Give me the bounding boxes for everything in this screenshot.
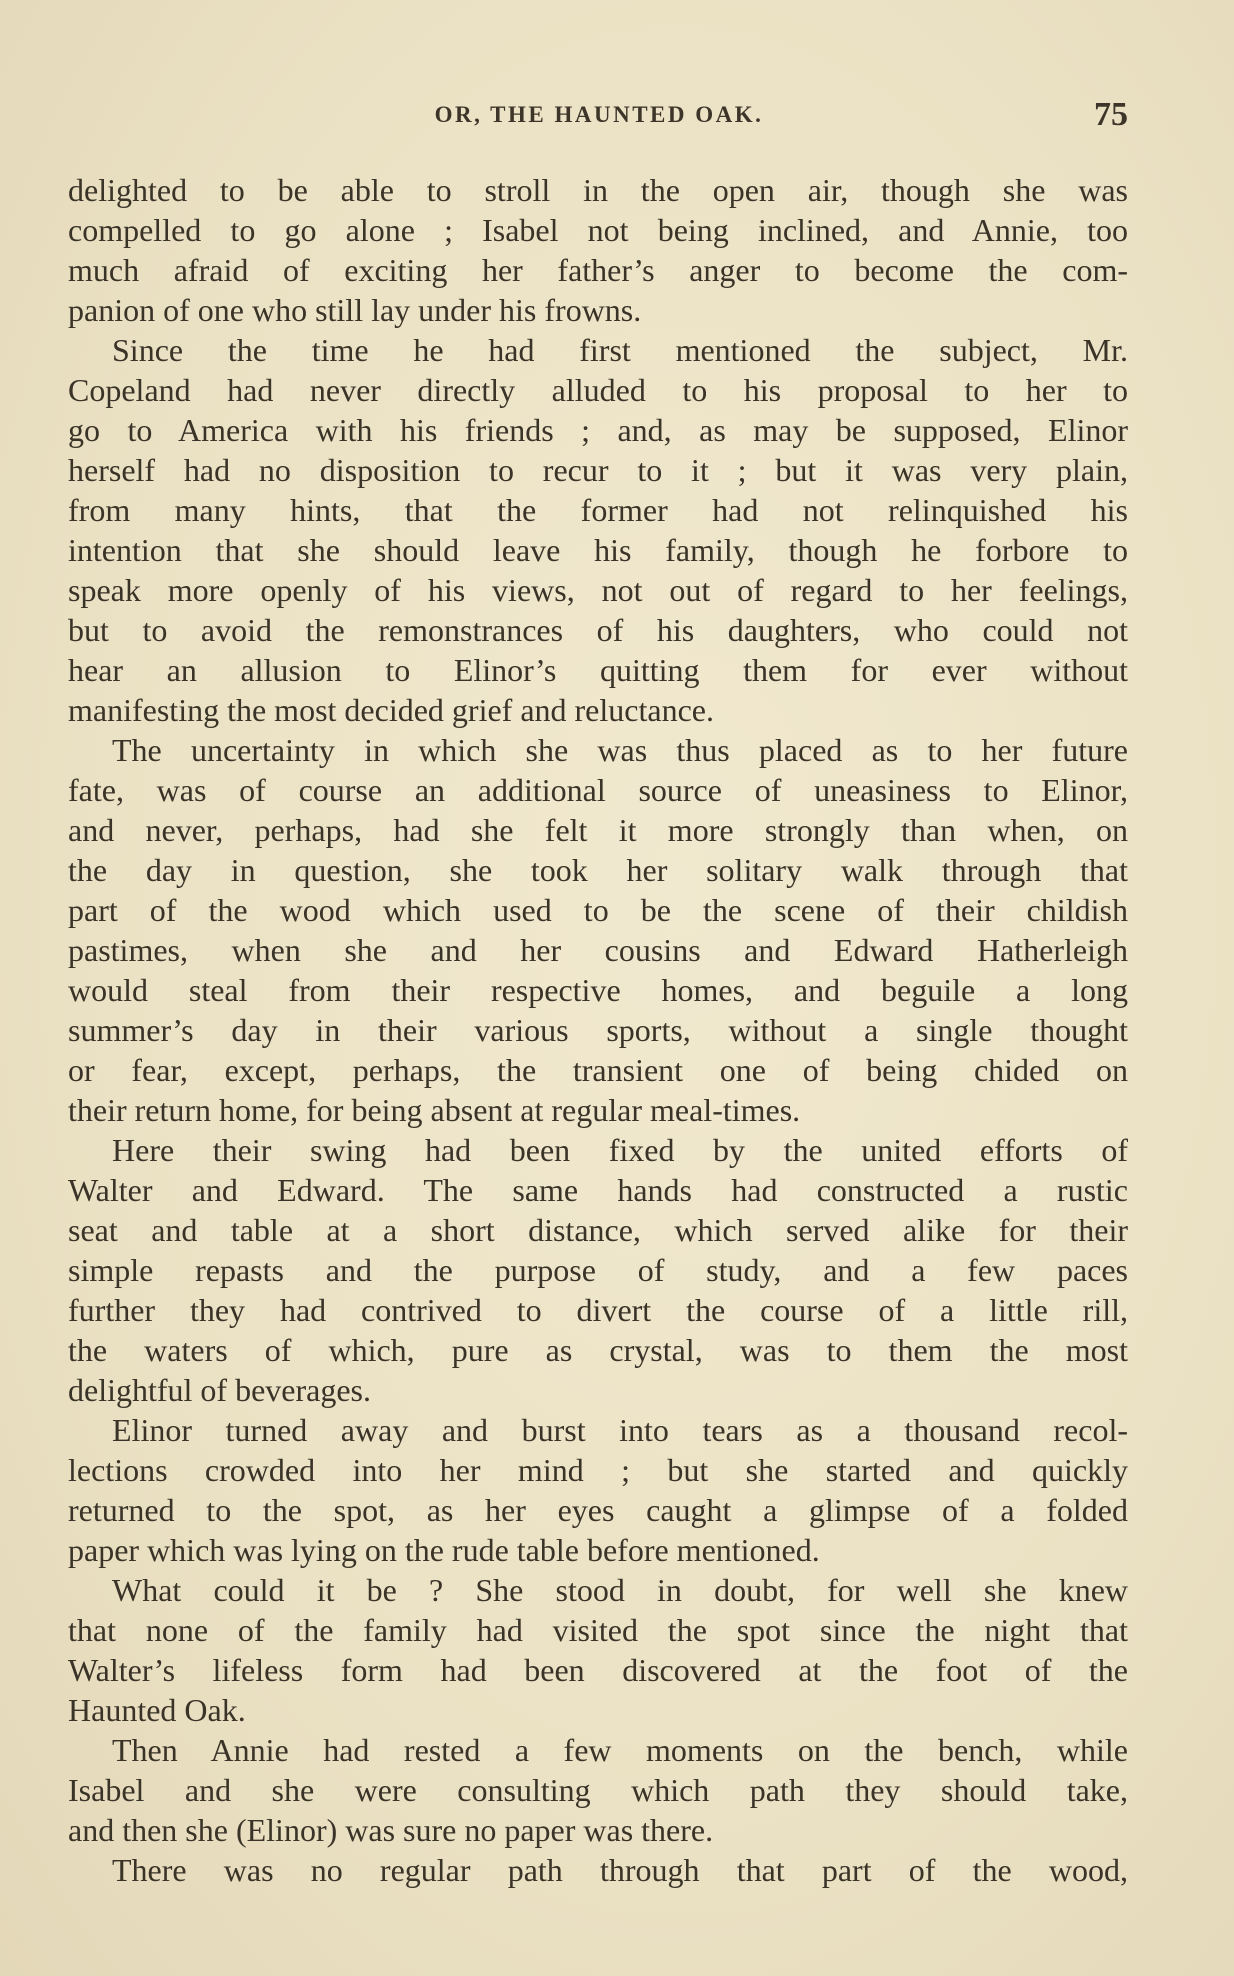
text-line: lections crowded into her mind ; but she started and quickly [68,1452,1128,1488]
text-line: Walter and Edward. The same hands had constructed a rustic [68,1172,1128,1208]
text-line: fate, was of course an additional source of uneasiness to Elinor, [68,772,1128,808]
text-line: Here their swing had been fixed by the united efforts of [112,1132,1128,1168]
text-line: much afraid of exciting her father’s anger to become the com- [68,252,1128,288]
text-line: Haunted Oak. [68,1692,246,1728]
text-line: hear an allusion to Elinor’s quitting them for ever without [68,652,1128,688]
text-line: part of the wood which used to be the scene of their childish [68,892,1128,928]
text-line: herself had no disposition to recur to it ; but it was very plain, [68,452,1128,488]
text-line: from many hints, that the former had not relinquished his [68,492,1128,528]
text-line: The uncertainty in which she was thus placed as to her future [112,732,1128,768]
text-line: returned to the spot, as her eyes caught a glimpse of a folded [68,1492,1128,1528]
text-line: Copeland had never directly alluded to his proposal to her to [68,372,1128,408]
text-line: and never, perhaps, had she felt it more strongly than when, on [68,812,1128,848]
text-line: speak more openly of his views, not out of regard to her feelings, [68,572,1128,608]
text-line: compelled to go alone ; Isabel not being inclined, and Annie, too [68,212,1128,248]
text-line: pastimes, when she and her cousins and Edward Hatherleigh [68,932,1128,968]
text-line: manifesting the most decided grief and reluctance. [68,692,714,728]
running-head [70,96,1128,136]
text-line: summer’s day in their various sports, without a single thought [68,1012,1128,1048]
text-line: Since the time he had first mentioned the subject, Mr. [112,332,1128,368]
text-line: Then Annie had rested a few moments on the bench, while [112,1732,1128,1768]
text-line: further they had contrived to divert the course of a little rill, [68,1292,1128,1328]
text-line: Walter’s lifeless form had been discovered at the foot of the [68,1652,1128,1688]
text-line: panion of one who still lay under his frowns. [68,292,642,328]
text-line: go to America with his friends ; and, as may be supposed, Elinor [68,412,1128,448]
text-line: simple repasts and the purpose of study, and a few paces [68,1252,1128,1288]
text-line: would steal from their respective homes, and beguile a long [68,972,1128,1008]
text-line: delighted to be able to stroll in the open air, though she was [68,172,1128,208]
text-line: Elinor turned away and burst into tears as a thousand recol- [112,1412,1128,1448]
text-line: intention that she should leave his family, though he forbore to [68,532,1128,568]
text-line: What could it be ? She stood in doubt, for well she knew [112,1572,1128,1608]
text-line: or fear, except, perhaps, the transient one of being chided on [68,1052,1128,1088]
text-line: the day in question, she took her solitary walk through that [68,852,1128,888]
text-line: the waters of which, pure as crystal, was to them the most [68,1332,1128,1368]
text-line: and then she (Elinor) was sure no paper was there. [68,1812,714,1848]
page-number: 75 [1094,96,1128,133]
text-line: but to avoid the remonstrances of his daughters, who could not [68,612,1128,648]
text-line: their return home, for being absent at regular meal-times. [68,1092,801,1128]
body-text [68,170,1128,1890]
running-title: OR, THE HAUNTED OAK. [434,102,764,127]
text-line: There was no regular path through that part of the wood, [112,1852,1128,1888]
text-line: delightful of beverages. [68,1372,371,1408]
text-line: seat and table at a short distance, which served alike for their [68,1212,1128,1248]
text-line: Isabel and she were consulting which path they should take, [68,1772,1128,1808]
text-line: paper which was lying on the rude table before mentioned. [68,1532,820,1568]
text-line: that none of the family had visited the spot since the night that [68,1612,1128,1648]
